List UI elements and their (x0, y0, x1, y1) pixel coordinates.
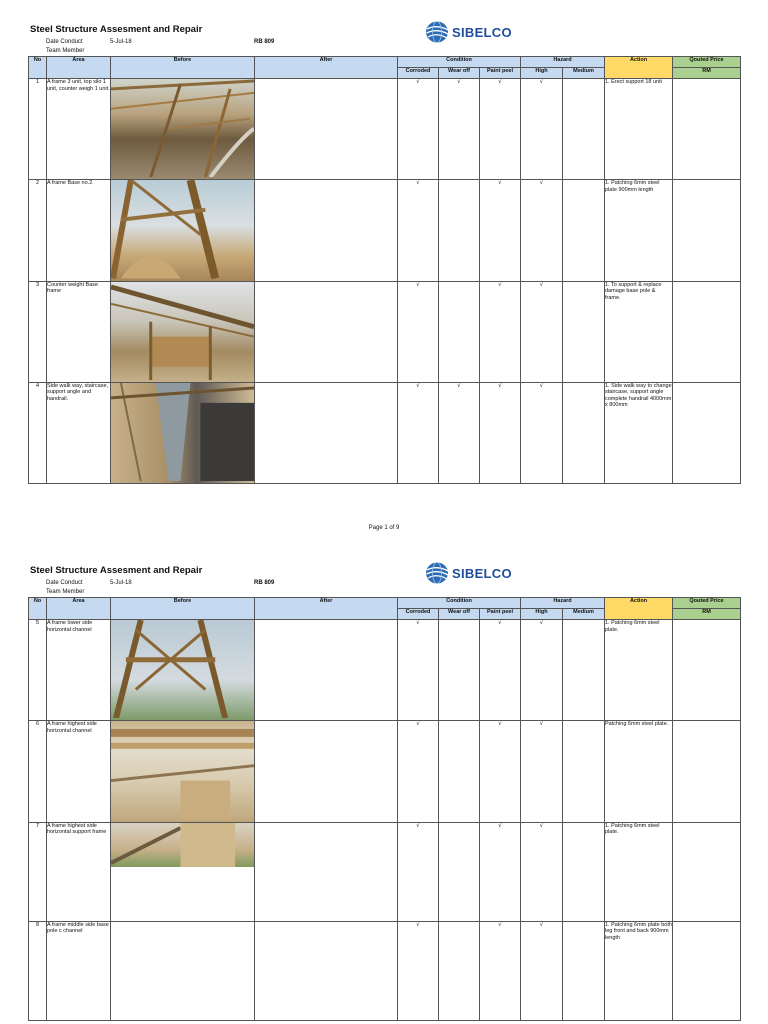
col-header-high: High (521, 609, 563, 620)
after-photo (255, 721, 398, 822)
col-header-action: Action (605, 598, 673, 620)
globe-icon (424, 20, 450, 44)
row-quoted-price (673, 620, 741, 721)
before-photo (111, 180, 255, 281)
hazard-high-check: √ (521, 822, 563, 921)
condition-paint-peel-check: √ (480, 180, 521, 281)
team-member-label: Team Member (46, 589, 85, 595)
condition-paint-peel-check: √ (480, 721, 521, 822)
globe-icon (424, 561, 450, 585)
condition-wear-off-check (439, 180, 480, 281)
hazard-high-check: √ (521, 180, 563, 281)
row-number: 2 (29, 180, 47, 281)
col-header-paint-peel: Paint peel (480, 68, 521, 79)
row-action: 1. Erect support 18 unit (605, 79, 673, 180)
hazard-medium-check (563, 620, 605, 721)
condition-wear-off-check (439, 822, 480, 921)
table-row (29, 721, 741, 822)
after-photo (255, 382, 398, 483)
page-footer: Page 1 of 9 (368, 525, 400, 531)
hazard-medium-check (563, 822, 605, 921)
row-number: 1 (29, 79, 47, 180)
team-member-label: Team Member (46, 48, 85, 54)
after-photo (255, 822, 398, 921)
table-row (29, 180, 741, 281)
logo-text: SIBELCO (452, 565, 512, 581)
col-header-quoted-price: Qouted Price (673, 57, 741, 68)
row-area: A frame middle side base pole c channel (47, 921, 111, 1020)
condition-paint-peel-check: √ (480, 620, 521, 721)
row-action: 1. Patching 6mm steel plate 900mm length (605, 180, 673, 281)
condition-paint-peel-check: √ (480, 281, 521, 382)
table-row (29, 382, 741, 483)
logo-text: SIBELCO (452, 24, 512, 40)
hazard-high-check: √ (521, 382, 563, 483)
row-number: 7 (29, 822, 47, 921)
col-header-area: Area (47, 598, 111, 620)
col-header-hazard: Hazard (521, 57, 605, 68)
condition-corroded-check: √ (398, 382, 439, 483)
col-header-medium: Medium (563, 609, 605, 620)
row-action: 1. Side walk way to change staircase, support angle complete handrail 4000mm x 800mm (605, 382, 673, 483)
condition-wear-off-check (439, 620, 480, 721)
row-number: 5 (29, 620, 47, 721)
hazard-high-check: √ (521, 921, 563, 1020)
before-photo (111, 79, 255, 180)
col-header-high: High (521, 68, 563, 79)
date-value: 5-Jul-18 (110, 580, 132, 586)
before-photo (111, 822, 255, 921)
row-quoted-price (673, 921, 741, 1020)
sibelco-logo (424, 561, 512, 585)
condition-paint-peel-check: √ (480, 79, 521, 180)
hazard-medium-check (563, 921, 605, 1020)
row-number: 6 (29, 721, 47, 822)
report-ref: RB 809 (254, 580, 275, 586)
condition-corroded-check: √ (398, 721, 439, 822)
assessment-table (28, 597, 741, 1021)
condition-corroded-check: √ (398, 180, 439, 281)
before-photo (111, 921, 255, 1020)
table-row (29, 79, 741, 180)
hazard-medium-check (563, 382, 605, 483)
row-quoted-price (673, 382, 741, 483)
condition-wear-off-check (439, 281, 480, 382)
col-header-paint-peel: Paint peel (480, 609, 521, 620)
row-area: Side walk way, staircase, support angle and handrail. (47, 382, 111, 483)
report-ref: RB 809 (254, 39, 275, 45)
row-number: 3 (29, 281, 47, 382)
condition-paint-peel-check: √ (480, 382, 521, 483)
col-header-corroded: Corroded (398, 68, 439, 79)
col-header-quoted-price: Qouted Price (673, 598, 741, 609)
row-action: 1. Patching 6mm plate both leg front and back 900mm length (605, 921, 673, 1020)
row-quoted-price (673, 721, 741, 822)
col-header-condition: Condition (398, 57, 521, 68)
date-label: Date Conduct (46, 39, 83, 45)
condition-corroded-check: √ (398, 921, 439, 1020)
date-label: Date Conduct (46, 580, 83, 586)
row-area: A frame lower side horizontal channel (47, 620, 111, 721)
condition-paint-peel-check: √ (480, 921, 521, 1020)
row-area: A frame 3 unit, top silo 1 unit, counter weigh 1 unit. (47, 79, 111, 180)
condition-corroded-check: √ (398, 79, 439, 180)
row-action: 1. To support & replace damage base pole & frame. (605, 281, 673, 382)
col-header-action: Action (605, 57, 673, 79)
row-quoted-price (673, 822, 741, 921)
col-header-condition: Condition (398, 598, 521, 609)
condition-corroded-check: √ (398, 620, 439, 721)
before-photo (111, 382, 255, 483)
report-page-1 (28, 24, 740, 484)
hazard-medium-check (563, 79, 605, 180)
report-title: Steel Structure Assesment and Repair (30, 565, 203, 576)
after-photo (255, 79, 398, 180)
col-header-area: Area (47, 57, 111, 79)
assessment-table (28, 56, 741, 484)
hazard-high-check: √ (521, 79, 563, 180)
col-header-before: Before (111, 598, 255, 620)
before-photo (111, 721, 255, 822)
row-area: A frame highest side horizontal support frame (47, 822, 111, 921)
table-row (29, 822, 741, 921)
sibelco-logo (424, 20, 512, 44)
row-area: A frame Base no.2 (47, 180, 111, 281)
col-header-after: After (255, 598, 398, 620)
col-header-corroded: Corroded (398, 609, 439, 620)
condition-wear-off-check (439, 721, 480, 822)
row-quoted-price (673, 79, 741, 180)
col-header-no: No (29, 57, 47, 79)
hazard-medium-check (563, 180, 605, 281)
col-header-rm: RM (673, 68, 741, 79)
table-row (29, 921, 741, 1020)
col-header-before: Before (111, 57, 255, 79)
before-photo (111, 281, 255, 382)
col-header-wear-off: Wear off (439, 609, 480, 620)
after-photo (255, 180, 398, 281)
hazard-high-check: √ (521, 620, 563, 721)
hazard-high-check: √ (521, 281, 563, 382)
report-title: Steel Structure Assesment and Repair (30, 24, 203, 35)
report-page-2 (28, 565, 740, 1024)
after-photo (255, 281, 398, 382)
col-header-hazard: Hazard (521, 598, 605, 609)
condition-wear-off-check: √ (439, 79, 480, 180)
row-action: 1. Patching 6mm steel plate. (605, 620, 673, 721)
condition-paint-peel-check: √ (480, 822, 521, 921)
col-header-no: No (29, 598, 47, 620)
table-row (29, 620, 741, 721)
row-quoted-price (673, 281, 741, 382)
after-photo (255, 620, 398, 721)
row-number: 4 (29, 382, 47, 483)
row-area: Counter weight Base frame (47, 281, 111, 382)
row-action: Patching 6mm steel plate. (605, 721, 673, 822)
hazard-medium-check (563, 281, 605, 382)
condition-wear-off-check: √ (439, 382, 480, 483)
after-photo (255, 921, 398, 1020)
date-value: 5-Jul-18 (110, 39, 132, 45)
condition-corroded-check: √ (398, 822, 439, 921)
row-number: 8 (29, 921, 47, 1020)
table-row (29, 281, 741, 382)
col-header-rm: RM (673, 609, 741, 620)
hazard-medium-check (563, 721, 605, 822)
row-quoted-price (673, 180, 741, 281)
before-photo (111, 620, 255, 721)
hazard-high-check: √ (521, 721, 563, 822)
col-header-wear-off: Wear off (439, 68, 480, 79)
col-header-after: After (255, 57, 398, 79)
row-area: A frame highest side horizontal channel (47, 721, 111, 822)
condition-wear-off-check (439, 921, 480, 1020)
condition-corroded-check: √ (398, 281, 439, 382)
col-header-medium: Medium (563, 68, 605, 79)
row-action: 1. Patching 6mm steel plate. (605, 822, 673, 921)
